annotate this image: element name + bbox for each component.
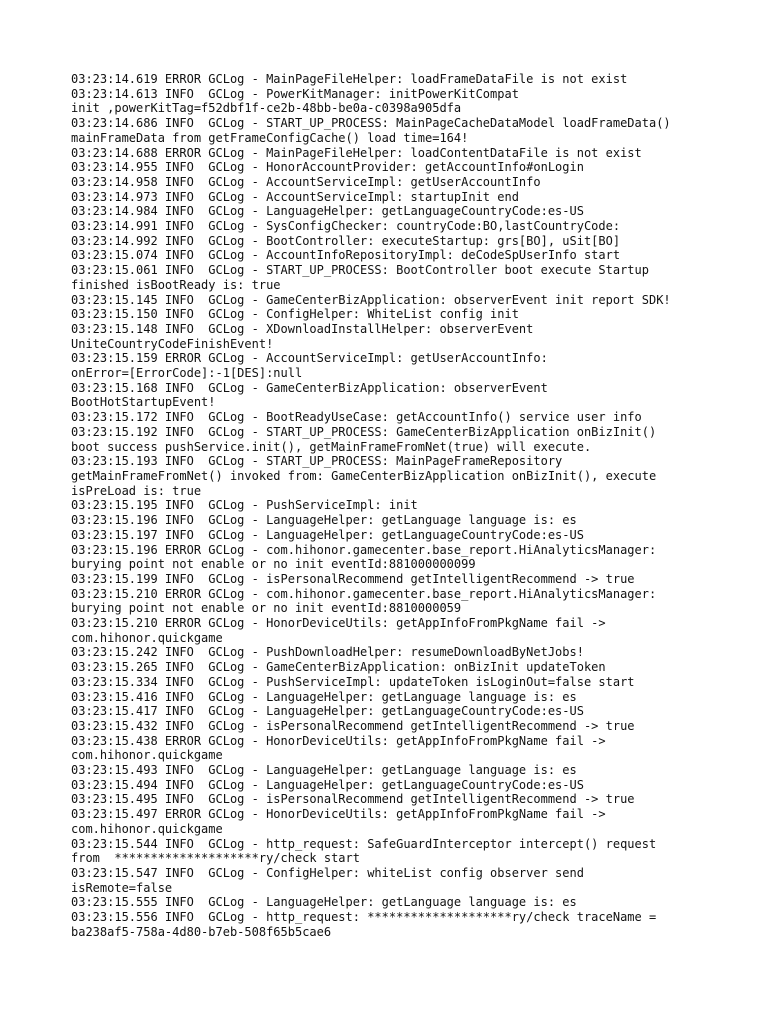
log-line: UniteCountryCodeFinishEvent! — [71, 336, 274, 351]
log-line: 03:23:15.210 ERROR GCLog - HonorDeviceUtils: getAppInfoFromPkgName fail -> — [71, 616, 606, 631]
log-line: 03:23:14.973 INFO GCLog - AccountServiceImpl: startupInit end — [71, 189, 519, 204]
log-line: init ,powerKitTag=f52dbf1f-ce2b-48bb-be0a-c0398a905dfa — [71, 101, 462, 116]
log-line: 03:23:15.148 INFO GCLog - XDownloadInstallHelper: observerEvent — [71, 321, 534, 336]
log-line: 03:23:15.196 ERROR GCLog - com.hihonor.gamecenter.base_report.HiAnalyticsManager: — [71, 542, 657, 557]
log-line: 03:23:15.195 INFO GCLog - PushServiceImpl: init — [71, 498, 418, 513]
log-line: 03:23:15.192 INFO GCLog - START_UP_PROCESS: GameCenterBizApplication onBizInit() — [71, 424, 657, 439]
log-line: 03:23:14.991 INFO GCLog - SysConfigChecker: countryCode:BO,lastCountryCode: — [71, 219, 621, 234]
log-line: 03:23:14.958 INFO GCLog - AccountServiceImpl: getUserAccountInfo — [71, 174, 541, 189]
log-line: 03:23:15.061 INFO GCLog - START_UP_PROCESS: BootController boot execute Startup — [71, 263, 649, 278]
log-line: onError=[ErrorCode]:-1[DES]:null — [71, 366, 303, 381]
log-line: 03:23:14.619 ERROR GCLog - MainPageFileHelper: loadFrameDataFile is not exist — [71, 72, 628, 86]
log-line: 03:23:15.497 ERROR GCLog - HonorDeviceUtils: getAppInfoFromPkgName fail -> — [71, 807, 606, 822]
log-line: 03:23:14.992 INFO GCLog - BootController: executeStartup: grs[BO], uSit[BO] — [71, 233, 621, 248]
log-line: isPreLoad is: true — [71, 483, 202, 498]
log-line: 03:23:15.265 INFO GCLog - GameCenterBizApplication: onBizInit updateToken — [71, 660, 606, 675]
log-line: 03:23:15.495 INFO GCLog - isPersonalRecommend getIntelligentRecommend -> true — [71, 792, 635, 807]
log-line: 03:23:15.493 INFO GCLog - LanguageHelper: getLanguage language is: es — [71, 763, 577, 778]
log-line: isRemote=false — [71, 880, 173, 895]
log-line: 03:23:15.150 INFO GCLog - ConfigHelper: WhiteList config init — [71, 307, 519, 322]
log-line: 03:23:15.417 INFO GCLog - LanguageHelper: getLanguageCountryCode:es-US — [71, 704, 584, 719]
log-line: 03:23:15.242 INFO GCLog - PushDownloadHelper: resumeDownloadByNetJobs! — [71, 645, 584, 660]
log-line: 03:23:15.555 INFO GCLog - LanguageHelper: getLanguage language is: es — [71, 895, 577, 910]
log-line: com.hihonor.quickgame — [71, 630, 223, 645]
log-line: 03:23:15.556 INFO GCLog - http_request: ********************ry/check traceName = — [71, 910, 657, 925]
log-line: burying point not enable or no init eventId:881000000099 — [71, 557, 476, 572]
log-line: burying point not enable or no init eventId:8810000059 — [71, 601, 462, 616]
log-line: com.hihonor.quickgame — [71, 748, 223, 763]
log-line: 03:23:15.438 ERROR GCLog - HonorDeviceUtils: getAppInfoFromPkgName fail -> — [71, 733, 606, 748]
log-line: 03:23:15.074 INFO GCLog - AccountInfoRepositoryImpl: deCodeSpUserInfo start — [71, 248, 621, 263]
log-line: ba238af5-758a-4d80-b7eb-508f65b5cae6 — [71, 924, 332, 939]
log-line: 03:23:15.416 INFO GCLog - LanguageHelper: getLanguage language is: es — [71, 689, 577, 704]
log-line: 03:23:15.334 INFO GCLog - PushServiceImpl: updateToken isLoginOut=false start — [71, 674, 635, 689]
log-line: 03:23:14.955 INFO GCLog - HonorAccountProvider: getAccountInfo#onLogin — [71, 160, 584, 175]
log-line: 03:23:15.432 INFO GCLog - isPersonalRecommend getIntelligentRecommend -> true — [71, 718, 635, 733]
log-line: 03:23:15.494 INFO GCLog - LanguageHelper: getLanguageCountryCode:es-US — [71, 777, 584, 792]
log-line: 03:23:15.196 INFO GCLog - LanguageHelper: getLanguage language is: es — [71, 513, 577, 528]
log-line: mainFrameData from getFrameConfigCache() load time=164! — [71, 130, 469, 145]
log-line: 03:23:15.544 INFO GCLog - http_request: SafeGuardInterceptor intercept() request — [71, 836, 657, 851]
log-line: 03:23:15.197 INFO GCLog - LanguageHelper: getLanguageCountryCode:es-US — [71, 527, 584, 542]
log-line: 03:23:15.547 INFO GCLog - ConfigHelper: whiteList config observer send — [71, 865, 584, 880]
log-line: 03:23:15.172 INFO GCLog - BootReadyUseCase: getAccountInfo() service user info — [71, 410, 642, 425]
log-line: 03:23:15.159 ERROR GCLog - AccountServiceImpl: getUserAccountInfo: — [71, 351, 548, 366]
log-line: 03:23:15.145 INFO GCLog - GameCenterBizApplication: observerEvent init report SDK! — [71, 292, 671, 307]
log-line: BootHotStartupEvent! — [71, 395, 216, 410]
log-line: 03:23:14.613 INFO GCLog - PowerKitManager: initPowerKitCompat — [71, 86, 519, 101]
log-line: 03:23:14.686 INFO GCLog - START_UP_PROCESS: MainPageCacheDataModel loadFrameData() — [71, 116, 671, 131]
log-line: com.hihonor.quickgame — [71, 821, 223, 836]
log-line: finished isBootReady is: true — [71, 277, 281, 292]
log-line: 03:23:14.984 INFO GCLog - LanguageHelper: getLanguageCountryCode:es-US — [71, 204, 584, 219]
log-line: getMainFrameFromNet() invoked from: GameCenterBizApplication onBizInit(), execute — [71, 468, 657, 483]
log-line: from ********************ry/check start — [71, 851, 360, 866]
log-document — [71, 72, 711, 939]
log-line: 03:23:15.168 INFO GCLog - GameCenterBizApplication: observerEvent — [71, 380, 548, 395]
log-line: 03:23:14.688 ERROR GCLog - MainPageFileHelper: loadContentDataFile is not exist — [71, 145, 642, 160]
log-line: 03:23:15.210 ERROR GCLog - com.hihonor.gamecenter.base_report.HiAnalyticsManager: — [71, 586, 657, 601]
log-line: 03:23:15.193 INFO GCLog - START_UP_PROCESS: MainPageFrameRepository — [71, 454, 563, 469]
log-line: 03:23:15.199 INFO GCLog - isPersonalRecommend getIntelligentRecommend -> true — [71, 571, 635, 586]
log-line: boot success pushService.init(), getMainFrameFromNet(true) will execute. — [71, 439, 592, 454]
